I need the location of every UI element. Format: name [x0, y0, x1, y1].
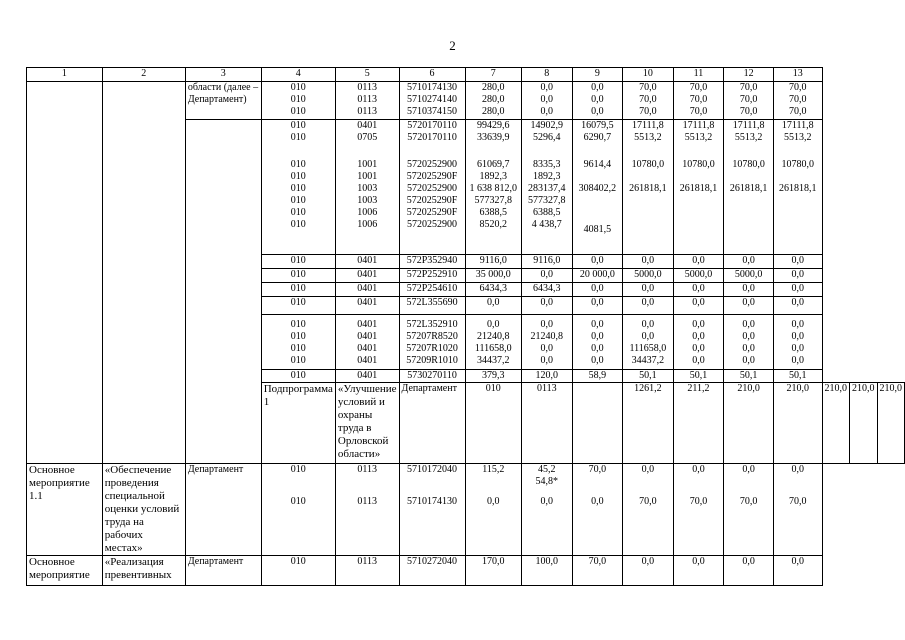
table-cell-value: 20 000,0 [572, 269, 623, 283]
table-cell-value: 577327,8 [528, 195, 566, 206]
table-cell-value: 0,0 [540, 343, 554, 354]
table-cell-value: 17111,8 [781, 120, 814, 131]
table-cell-value: 0,0 [487, 496, 500, 507]
table-cell-value: 010 [290, 207, 306, 218]
table-cell-value: 010 [290, 343, 306, 354]
table-cell-value: 57207R8520 [406, 331, 458, 342]
table-cell-value: 1892,3 [533, 171, 561, 182]
table-cell-value: 572025290F [406, 207, 458, 218]
table-cell-value: 6434,3 [465, 283, 521, 297]
table-cell-value: 1001 [357, 159, 378, 170]
budget-cell [724, 82, 774, 120]
table-cell-value: 70,0 [739, 496, 758, 507]
table-cell-value: 0401 [335, 269, 399, 283]
table-cell-value: 100,0 [521, 556, 572, 586]
table-cell-value: 010 [261, 297, 335, 315]
table-cell-value: 1003 [357, 195, 378, 206]
table-cell-value: 280,0 [482, 106, 505, 117]
table-cell-value: 0401 [335, 297, 399, 315]
table-cell-value: 0,0 [791, 319, 804, 330]
budget-cell [521, 120, 572, 255]
table-cell-value: 010 [290, 183, 306, 194]
table-cell-value: 5710274140 [407, 94, 458, 105]
table-cell-value: 0,0 [591, 82, 604, 93]
table-cell-value: 0401 [357, 355, 378, 366]
table-cell-value: 5513,2 [684, 132, 713, 143]
table-cell-value: 6388,5 [533, 207, 561, 218]
table-cell-value: 0401 [357, 319, 378, 330]
table-cell-value: 010 [261, 255, 335, 269]
table-cell-value: 0,0 [673, 255, 724, 269]
table-cell-value: 5720252900 [407, 159, 458, 170]
table-cell-value: 54,8* [535, 476, 559, 487]
table-cell-value: 010 [290, 219, 306, 230]
table-cell-value: 0,0 [773, 283, 822, 297]
budget-table [26, 67, 905, 586]
cell-empty [185, 120, 261, 464]
table-cell-value: 5720252900 [407, 183, 458, 194]
table-cell-value: 010 [261, 283, 335, 297]
table-cell-value: 0,0 [591, 106, 604, 117]
table-cell-value: 5710174130 [407, 82, 458, 93]
table-cell-value: 010 [261, 269, 335, 283]
table-cell-value: 8520,2 [479, 219, 508, 230]
table-cell-value: 34437,2 [631, 355, 665, 366]
budget-cell [335, 120, 399, 255]
table-cell-value: 70,0 [639, 94, 657, 105]
table-cell-value: 10780,0 [732, 159, 765, 170]
table-cell-value: 0,0 [591, 331, 604, 342]
table-cell-value: 0,0 [540, 355, 554, 366]
table-cell-value: 5513,2 [634, 132, 662, 143]
table-cell [623, 315, 674, 370]
table-cell-value: 0,0 [591, 319, 604, 330]
table-cell-value: 0,0 [673, 283, 724, 297]
table-cell-value: 210,0 [773, 383, 822, 464]
table-cell-value: 4 438,7 [531, 219, 562, 230]
table-cell-value: 99429,6 [477, 120, 510, 131]
table-cell [773, 315, 822, 370]
table-cell-value: 57209R1010 [406, 355, 458, 366]
table-cell-value: 261818,1 [729, 183, 768, 194]
table-cell-value: 10780,0 [682, 159, 715, 170]
table-cell [261, 464, 335, 556]
table-cell-value: 280,0 [482, 82, 505, 93]
table-cell-value: 010 [290, 120, 306, 131]
table-cell-value: 120,0 [521, 370, 572, 383]
table-cell-value: 572025290F [406, 195, 458, 206]
table-cell-value: 21240,8 [477, 331, 510, 342]
col-header: 1 [27, 68, 103, 82]
table-cell-value: 0113 [335, 556, 399, 586]
table-cell-value: 572L355690 [399, 297, 465, 315]
table-cell-value: 170,0 [465, 556, 521, 586]
table-cell-value: 6290,7 [583, 132, 612, 143]
table-cell-value: 010 [261, 556, 335, 586]
col-header: 4 [261, 68, 335, 82]
col-header: 6 [399, 68, 465, 82]
table-cell-value: 17111,8 [732, 120, 765, 131]
table-cell [572, 464, 623, 556]
table-cell-value: 70,0 [639, 106, 657, 117]
table-cell-value: 577327,8 [474, 195, 513, 206]
table-cell-value: 0,0 [572, 297, 623, 315]
table-cell-value: 0113 [357, 496, 378, 507]
table-cell-value: 0,0 [623, 255, 674, 269]
table-cell-value: 34437,2 [477, 355, 510, 366]
table-cell-value: 0,0 [540, 319, 554, 330]
table-cell-value: 010 [290, 496, 306, 507]
table-cell-value: 0,0 [692, 331, 705, 342]
table-cell-value: 0401 [357, 331, 378, 342]
table-cell-value: 8335,3 [533, 159, 561, 170]
table-cell-value: 0,0 [742, 343, 755, 354]
table-cell-value: 0,0 [724, 556, 774, 586]
measure-description: «Реализация превентивных [102, 556, 185, 586]
col-header: 10 [623, 68, 674, 82]
executor-cell: Департамент [185, 464, 261, 556]
table-cell-value: 70,0 [788, 94, 807, 105]
executor-cell: Департамент [399, 383, 465, 464]
table-cell [623, 464, 674, 556]
table-cell-value: 0,0 [773, 297, 822, 315]
table-cell-value: 70,0 [788, 496, 807, 507]
table-cell-value: 0,0 [623, 297, 674, 315]
table-cell-value: 0,0 [572, 255, 623, 269]
table-cell [399, 315, 465, 370]
table-cell-value: 1001 [357, 171, 378, 182]
table-row [27, 82, 905, 120]
table-cell [465, 464, 521, 556]
table-cell-value: 70,0 [639, 496, 657, 507]
measure-description: «Обеспечение проведения специальной оценки условий труда на рабочих местах» [102, 464, 185, 556]
table-cell-value: 50,1 [673, 370, 724, 383]
table-cell [261, 315, 335, 370]
table-cell-value: 5710174130 [407, 496, 458, 507]
budget-cell [465, 120, 521, 255]
table-cell-value: 010 [290, 106, 306, 117]
table-cell [572, 315, 623, 370]
table-cell-value: 1003 [357, 183, 378, 194]
table-cell-value: 0,0 [540, 94, 554, 105]
table-cell-value: 210,0 [822, 383, 850, 464]
table-cell-value: 33639,9 [477, 132, 510, 143]
table-cell [773, 464, 822, 556]
col-header: 5 [335, 68, 399, 82]
col-header: 12 [724, 68, 774, 82]
table-cell-value: 0,0 [724, 283, 774, 297]
table-cell-value: 0,0 [540, 496, 554, 507]
table-cell-value: 0,0 [742, 464, 755, 475]
col-header: 8 [521, 68, 572, 82]
table-cell-value: 61069,7 [477, 159, 510, 170]
table-cell-value: 261818,1 [679, 183, 718, 194]
table-cell-value: 210,0 [724, 383, 774, 464]
col-header: 7 [465, 68, 521, 82]
table-cell-value: 010 [261, 370, 335, 383]
table-cell-value: 0,0 [465, 297, 521, 315]
table-cell-value: 17111,8 [632, 120, 664, 131]
table-cell-value: 1261,2 [623, 383, 674, 464]
table-cell-value: 010 [290, 195, 306, 206]
table-cell [724, 464, 774, 556]
table-cell-value: 21240,8 [530, 331, 564, 342]
cell-empty [27, 82, 103, 464]
table-cell-value: 0,0 [692, 319, 705, 330]
table-cell-value: 010 [290, 331, 306, 342]
budget-cell [773, 82, 822, 120]
table-cell-value: 70,0 [739, 106, 758, 117]
table-cell-value: 010 [290, 159, 306, 170]
table-cell-value: 0401 [357, 343, 378, 354]
table-cell-value: 572P352940 [399, 255, 465, 269]
table-cell-value: 0,0 [773, 255, 822, 269]
table-cell-value: 0,0 [641, 464, 655, 475]
table-cell-value: 0,0 [641, 319, 655, 330]
table-cell-value: 010 [465, 383, 521, 464]
table-cell-value: 0,0 [791, 464, 804, 475]
table-cell-value: 9614,4 [583, 159, 612, 170]
budget-cell [399, 82, 465, 120]
table-cell-value: 5720170110 [407, 132, 457, 143]
table-cell-value: 6388,5 [479, 207, 508, 218]
table-cell-value: 0,0 [791, 343, 804, 354]
table-cell-value: 0113 [357, 464, 378, 475]
table-cell-value: 0,0 [487, 319, 500, 330]
table-cell-value: 17111,8 [682, 120, 715, 131]
column-number-row [27, 68, 905, 82]
table-cell [465, 315, 521, 370]
table-cell [521, 464, 572, 556]
table-cell-value: 010 [290, 132, 306, 143]
table-cell-value: 261818,1 [629, 183, 667, 194]
table-cell-value: 572P254610 [399, 283, 465, 297]
table-cell-value: 0,0 [773, 556, 822, 586]
budget-cell [261, 120, 335, 255]
table-cell-value: 5000,0 [673, 269, 724, 283]
table-cell [724, 315, 774, 370]
table-cell-value: 9116,0 [521, 255, 572, 269]
table-cell-value: 0,0 [724, 297, 774, 315]
table-cell-value: 0,0 [540, 106, 554, 117]
table-cell-value: 010 [290, 355, 306, 366]
table-cell-value: 1 638 812,0 [469, 183, 518, 194]
table-cell-value: 0,0 [742, 319, 755, 330]
table-cell-value: 0,0 [773, 269, 822, 283]
table-cell-value: 70,0 [639, 82, 657, 93]
col-header: 11 [673, 68, 724, 82]
table-cell-value: 14902,9 [530, 120, 564, 131]
table-cell-value: 0705 [357, 132, 378, 143]
table-cell-value: 1892,3 [479, 171, 508, 182]
table-cell-value: 0,0 [742, 331, 755, 342]
budget-cell [724, 120, 774, 255]
table-cell-value: 0,0 [572, 283, 623, 297]
col-header: 9 [572, 68, 623, 82]
table-cell-value: 210,0 [850, 383, 878, 464]
table-cell-value: 5513,2 [783, 132, 812, 143]
table-cell-value: 0,0 [591, 94, 604, 105]
table-cell-value: 0,0 [641, 331, 655, 342]
table-cell-value: 010 [290, 171, 306, 182]
table-cell-value: 0,0 [540, 82, 554, 93]
col-header: 2 [102, 68, 185, 82]
table-cell-value: 0,0 [521, 269, 572, 283]
budget-cell [623, 120, 674, 255]
table-cell-value: 0401 [335, 370, 399, 383]
table-cell-value: 010 [290, 82, 306, 93]
table-cell-value: 280,0 [482, 94, 505, 105]
budget-cell [773, 120, 822, 255]
table-cell-value: 308402,2 [578, 183, 617, 194]
table-cell-value: 57207R1020 [406, 343, 458, 354]
table-cell-value: 0401 [335, 255, 399, 269]
table-cell-value: 0,0 [591, 343, 604, 354]
table-cell-value: 16079,5 [581, 120, 614, 131]
table-cell-value: 0,0 [521, 297, 572, 315]
budget-cell [521, 82, 572, 120]
budget-cell [623, 82, 674, 120]
table-cell-value: 5000,0 [623, 269, 674, 283]
table-cell-value: 70,0 [689, 94, 708, 105]
table-cell-value: 0,0 [692, 343, 705, 354]
budget-cell [673, 120, 724, 255]
executor-cell: области (далее – Департамент) [185, 82, 261, 120]
table-cell-value: 0,0 [742, 355, 755, 366]
table-cell-value: 0,0 [692, 355, 705, 366]
table-cell-value: 572P252910 [399, 269, 465, 283]
budget-cell [572, 120, 623, 255]
page-number: 2 [449, 38, 456, 53]
table-cell-value: 70,0 [588, 464, 607, 475]
table-cell-value: 1006 [357, 219, 378, 230]
table-cell [335, 464, 399, 556]
executor-cell: Департамент [185, 556, 261, 586]
table-cell-value: 5710374150 [407, 106, 458, 117]
table-row [27, 464, 905, 556]
table-cell-value: 010 [290, 464, 306, 475]
table-cell-value: 35 000,0 [465, 269, 521, 283]
table-cell-value: 5710172040 [407, 464, 458, 475]
table-cell-value: 0,0 [724, 255, 774, 269]
table-cell-value: 0401 [335, 283, 399, 297]
table-cell-value: 1006 [357, 207, 378, 218]
measure-title: Основное мероприятие 1.1 [27, 464, 103, 556]
table-cell-value: 0113 [357, 82, 378, 93]
table-cell-value: 70,0 [788, 82, 807, 93]
table-cell [521, 315, 572, 370]
table-cell-value: 50,1 [623, 370, 674, 383]
table-cell-value: 111658,0 [629, 343, 667, 354]
table-cell-value: 0,0 [791, 355, 804, 366]
measure-title: Основное мероприятие [27, 556, 103, 586]
table-cell-value: 115,2 [482, 464, 505, 475]
table-cell-value: 572025290F [406, 171, 458, 182]
budget-cell [572, 82, 623, 120]
table-cell-value: 5720252900 [407, 219, 458, 230]
table-cell-value: 379,3 [465, 370, 521, 383]
table-cell-value: 70,0 [739, 82, 758, 93]
table-cell-value: 50,1 [773, 370, 822, 383]
table-cell-value: 5513,2 [734, 132, 763, 143]
table-cell-value: 572L352910 [406, 319, 458, 330]
budget-cell [399, 120, 465, 255]
table-cell-value: 0,0 [623, 283, 674, 297]
table-cell-value: 0401 [357, 120, 378, 131]
table-cell [399, 464, 465, 556]
table-cell-value: 0,0 [623, 556, 674, 586]
table-cell-value: 0,0 [791, 331, 804, 342]
table-cell-value: 70,0 [572, 556, 623, 586]
table-cell [335, 315, 399, 370]
table-cell-value: 70,0 [689, 82, 708, 93]
col-header: 13 [773, 68, 822, 82]
table-cell-value: 0113 [357, 106, 378, 117]
budget-cell [335, 82, 399, 120]
table-cell-value: 0113 [357, 94, 378, 105]
table-cell-value: 5720170110 [407, 120, 457, 131]
cell-empty [102, 82, 185, 464]
table-cell-value: 6434,3 [521, 283, 572, 297]
table-cell-value: 70,0 [788, 106, 807, 117]
program-description: «Улучшение условий и охраны труда в Орловской области» [335, 383, 399, 464]
table-cell-value: 0,0 [692, 464, 705, 475]
table-cell-value: 58,9 [572, 370, 623, 383]
table-cell-value: 70,0 [739, 94, 758, 105]
table-cell-value [572, 383, 623, 464]
table-cell-value: 9116,0 [465, 255, 521, 269]
table-cell-value: 5730270110 [399, 370, 465, 383]
budget-cell [465, 82, 521, 120]
table-cell-value: 211,2 [673, 383, 724, 464]
col-header: 3 [185, 68, 261, 82]
table-cell-value: 70,0 [689, 106, 708, 117]
table-cell [673, 464, 724, 556]
table-cell-value: 4081,5 [583, 224, 612, 235]
table-cell-value: 0,0 [591, 355, 604, 366]
table-cell-value: 5710272040 [399, 556, 465, 586]
table-cell-value: 0,0 [591, 496, 604, 507]
table-cell [673, 315, 724, 370]
table-cell-value: 111658,0 [474, 343, 512, 354]
table-cell-value: 50,1 [724, 370, 774, 383]
table-cell-value: 45,2 [538, 464, 556, 475]
table-cell-value: 5000,0 [724, 269, 774, 283]
table-cell-value: 10780,0 [781, 159, 814, 170]
table-cell-value: 261818,1 [778, 183, 817, 194]
program-title: Подпрограмма 1 [261, 383, 335, 464]
table-cell-value: 010 [290, 319, 306, 330]
table-cell-value: 210,0 [877, 383, 905, 464]
table-row [27, 556, 905, 586]
table-cell-value: 283137,4 [528, 183, 566, 194]
budget-cell [673, 82, 724, 120]
table-cell-value: 5296,4 [533, 132, 561, 143]
table-cell-value: 0,0 [673, 556, 724, 586]
table-cell-value: 0,0 [673, 297, 724, 315]
table-cell-value: 0113 [521, 383, 572, 464]
table-cell-value: 10780,0 [631, 159, 665, 170]
table-cell-value: 70,0 [689, 496, 708, 507]
table-cell-value: 010 [290, 94, 306, 105]
budget-cell [261, 82, 335, 120]
